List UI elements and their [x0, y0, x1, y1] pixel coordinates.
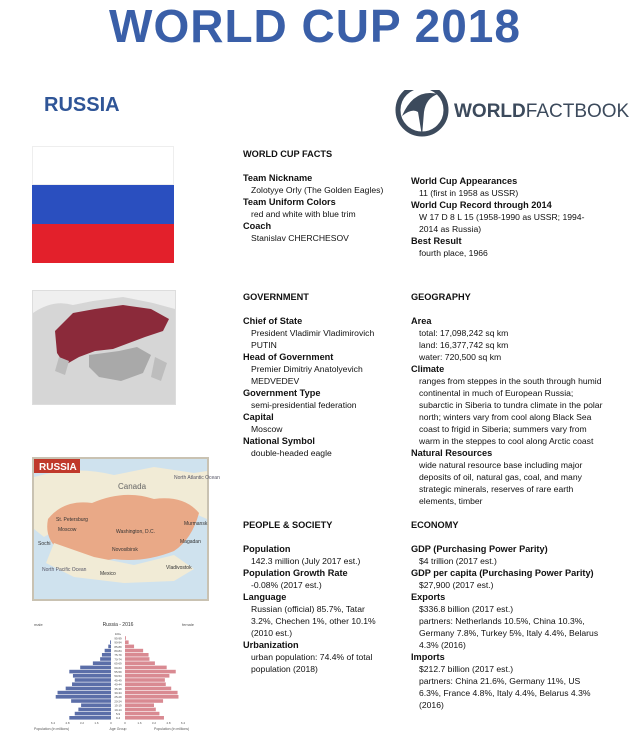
chief-of-state-label: Chief of State [243, 316, 303, 326]
pyramid-female-bar [125, 653, 149, 657]
resources-line: deposits of oil, natural gas, coal, and many [419, 472, 582, 482]
pyramid-female-bar [125, 649, 143, 653]
section-government: GOVERNMENT [243, 292, 309, 302]
pyramid-male-bar [81, 703, 111, 707]
pyramid-male-label: male [34, 622, 43, 627]
russia-region-map [32, 457, 220, 601]
pyramid-age-label: 55-59 [114, 670, 122, 674]
pyramid-female-bar [125, 687, 171, 691]
pyramid-male-bar [56, 695, 111, 699]
coach-value: Stanislav CHERCHESOV [251, 233, 349, 243]
pyramid-male-bar [80, 666, 111, 670]
best-result-value: fourth place, 1966 [419, 248, 488, 258]
pyramid-male-bar [69, 716, 111, 720]
pyramid-tick-right: 1.6 [137, 721, 142, 726]
imports-partners-line: (2016) [419, 700, 444, 710]
world-factbook-wordmark: WORLDFACTBOOK [454, 101, 630, 122]
map-place: Magadan [180, 539, 201, 545]
pyramid-age-label: 45-49 [114, 678, 122, 683]
section-people-society: PEOPLE & SOCIETY [243, 520, 333, 530]
pyramid-female-bar [125, 716, 164, 720]
pyramid-tick-left: 3.2 [79, 721, 85, 726]
language-label: Language [243, 592, 287, 602]
resources-line: elements, timber [419, 496, 483, 506]
geography-block [411, 315, 626, 507]
pyramid-age-label: 90-94 [114, 640, 122, 645]
nickname-label: Team Nickname [243, 173, 313, 183]
government-block [243, 315, 408, 459]
map-place: Mexico [100, 571, 116, 577]
section-economy: ECONOMY [411, 520, 459, 530]
flag-stripe-white [32, 146, 174, 185]
climate-line: warm in the steppes to cool along Arctic coast [419, 436, 594, 446]
resources-line: strategic minerals, reserves of rare earth [419, 484, 574, 494]
pyramid-male-bar [58, 691, 111, 695]
pyramid-age-label: 40-44 [114, 682, 122, 687]
pyramid-female-bar [125, 666, 167, 670]
pyramid-male-bar [78, 708, 111, 712]
pyramid-female-bar [125, 640, 129, 644]
pyramid-age-label: 65-69 [114, 661, 122, 666]
climate-line: subarctic in Siberia to tundra climate in the polar [419, 400, 603, 410]
urbanization-line: population (2018) [251, 664, 318, 674]
map-place: Sochi [38, 541, 51, 547]
pyramid-female-bar [125, 703, 154, 707]
national-symbol-value: double-headed eagle [251, 448, 332, 458]
world-cup-facts-right [411, 175, 611, 259]
pyramid-age-label: 35-39 [114, 686, 122, 691]
coach-label: Coach [243, 221, 272, 231]
national-symbol-label: National Symbol [243, 436, 315, 446]
area-water: water: 720,500 sq km [419, 352, 502, 362]
pyramid-female-bar [125, 699, 163, 703]
imports-value: $212.7 billion (2017 est.) [419, 664, 514, 674]
map-place: Vladivostok [166, 565, 192, 571]
russia-locator-map [32, 290, 176, 405]
area-land: land: 16,377,742 sq km [419, 340, 509, 350]
pyramid-female-bar [125, 691, 178, 695]
exports-partners-line: 4.3% (2016) [419, 640, 466, 650]
pyramid-female-label: female [182, 622, 195, 627]
pyramid-female-bar [125, 712, 159, 716]
pyramid-male-bar [73, 674, 111, 678]
climate-line: coast to frigid in Siberia; summers vary from [419, 424, 587, 434]
pyramid-age-label: 0-4 [115, 716, 121, 721]
section-geography: GEOGRAPHY [411, 292, 471, 302]
language-line: (2010 est.) [251, 628, 293, 638]
map-place: North Atlantic Ocean [174, 475, 220, 481]
title-reflection [0, 40, 630, 54]
pyramid-tick-right: 0 [124, 721, 126, 726]
pyramid-x-mid-label: Age Group [109, 727, 127, 731]
pyramid-female-bar [125, 678, 165, 682]
government-type-label: Government Type [243, 388, 321, 398]
exports-value: $336.8 billion (2017 est.) [419, 604, 514, 614]
head-of-government-value-1: Premier Dimitriy Anatolyevich [251, 364, 363, 374]
chief-of-state-value-2: PUTIN [251, 340, 277, 350]
pyramid-tick-right: 3.2 [151, 721, 157, 726]
pyramid-male-bar [75, 712, 111, 716]
pyramid-male-bar [100, 657, 111, 661]
appearances-label: World Cup Appearances [411, 176, 518, 186]
pyramid-female-bar [125, 674, 169, 678]
urbanization-line: urban population: 74.4% of total [251, 652, 373, 662]
appearances-value: 11 (first in 1958 as USSR) [419, 188, 519, 198]
map-place: St. Petersburg [56, 517, 88, 523]
capital-value: Moscow [251, 424, 283, 434]
pyramid-female-bar [125, 708, 156, 712]
pyramid-age-label: 75-79 [114, 653, 122, 658]
climate-line: north; winters vary from cool along Black Sea [419, 412, 592, 422]
capital-label: Capital [243, 412, 274, 422]
pyramid-male-bar [69, 670, 111, 674]
map-place: Canada [118, 482, 147, 491]
country-name: RUSSIA [44, 94, 120, 116]
pyramid-male-bar [108, 645, 111, 649]
head-of-government-value-2: MEDVEDEV [251, 376, 300, 386]
population-pyramid-chart [32, 620, 204, 732]
map-place: Washington, D.C. [116, 529, 155, 535]
pyramid-x-right-label: Population (in millions) [154, 727, 190, 731]
pyramid-male-bar [102, 653, 111, 657]
record-label: World Cup Record through 2014 [411, 200, 552, 210]
world-cup-facts-left [243, 172, 408, 244]
pyramid-age-label: 85-89 [114, 644, 122, 649]
pyramid-age-label: 50-54 [114, 674, 122, 679]
pyramid-female-bar [125, 636, 126, 640]
pyramid-tick-left: 0 [110, 721, 112, 726]
pyramid-age-label: 95-99 [114, 636, 122, 641]
imports-label: Imports [411, 652, 445, 662]
pyramid-tick-left: 6.4 [50, 721, 56, 726]
pyramid-male-bar [71, 699, 111, 703]
pyramid-age-label: 100+ [114, 632, 122, 637]
pyramid-tick-right: 6.4 [180, 721, 186, 726]
flag-stripe-blue [32, 185, 174, 224]
urbanization-label: Urbanization [243, 640, 299, 650]
exports-label: Exports [411, 592, 446, 602]
government-type-value: semi-presidential federation [251, 400, 357, 410]
resources-line: wide natural resource base including major [419, 460, 583, 470]
page-title: WORLD CUP 2018 [109, 0, 521, 52]
exports-partners-line: partners: Netherlands 10.5%, China 10.3%, [419, 616, 585, 626]
record-value-2: 2014 as Russia) [419, 224, 482, 234]
climate-label: Climate [411, 364, 445, 374]
imports-partners-line: 6.3%, France 4.8%, Italy 4.4%, Belarus 4.3% [419, 688, 591, 698]
map-russia-label: RUSSIA [39, 462, 77, 473]
imports-partners-line: partners: China 21.6%, Germany 11%, US [419, 676, 581, 686]
section-world-cup-facts: WORLD CUP FACTS [243, 149, 333, 159]
pyramid-age-label: 10-14 [114, 707, 122, 712]
pyramid-title: Russia - 2016 [102, 622, 134, 628]
pyramid-male-bar [75, 678, 111, 682]
pyramid-age-label: 70-74 [114, 657, 122, 662]
pyramid-age-label: 25-29 [114, 695, 122, 700]
best-result-label: Best Result [411, 236, 462, 246]
colors-value: red and white with blue trim [251, 209, 356, 219]
language-line: 3.2%, Chechen 1%, other 10.1% [251, 616, 376, 626]
pyramid-female-bar [125, 645, 134, 649]
colors-label: Team Uniform Colors [243, 197, 336, 207]
map-place: Novosibirsk [112, 547, 138, 553]
growth-rate-label: Population Growth Rate [243, 568, 348, 578]
gdp-per-capita-value: $27,900 (2017 est.) [419, 580, 494, 590]
population-value: 142.3 million (July 2017 est.) [251, 556, 361, 566]
russia-flag [32, 146, 174, 263]
pyramid-tick-left: 1.6 [94, 721, 99, 726]
area-label: Area [411, 316, 432, 326]
record-value-1: W 17 D 8 L 15 (1958-1990 as USSR; 1994- [419, 212, 585, 222]
economy-block [411, 543, 626, 711]
gdp-value: $4 trillion (2017 est.) [419, 556, 497, 566]
pyramid-tick-left: 4.8 [65, 721, 70, 726]
natural-resources-label: Natural Resources [411, 448, 493, 458]
pyramid-age-label: 20-24 [114, 699, 122, 704]
pyramid-tick-right: 4.8 [166, 721, 171, 726]
pyramid-x-left-label: Population (in millions) [34, 727, 70, 731]
pyramid-male-bar [110, 640, 111, 644]
pyramid-age-label: 80-84 [114, 649, 122, 653]
pyramid-female-bar [125, 670, 176, 674]
nickname-value: Zolotyye Orly (The Golden Eagles) [251, 185, 384, 195]
pyramid-female-bar [125, 695, 178, 699]
pyramid-female-bar [125, 661, 155, 665]
pyramid-male-bar [66, 687, 111, 691]
pyramid-age-label: 30-34 [114, 691, 122, 695]
map-place: Moscow [58, 527, 77, 533]
pyramid-male-bar [72, 682, 111, 686]
pyramid-female-bar [125, 682, 166, 686]
people-block [243, 543, 408, 675]
gdp-label: GDP (Purchasing Power Parity) [411, 544, 548, 554]
climate-line: continental in much of European Russia; [419, 388, 574, 398]
flag-stripe-red [32, 224, 174, 263]
pyramid-male-bar [93, 661, 111, 665]
pyramid-age-label: 5-9 [115, 712, 121, 716]
pyramid-age-label: 60-64 [114, 665, 122, 670]
head-of-government-label: Head of Government [243, 352, 334, 362]
language-line: Russian (official) 85.7%, Tatar [251, 604, 365, 614]
growth-rate-value: -0.08% (2017 est.) [251, 580, 322, 590]
exports-partners-line: Germany 7.8%, Turkey 5%, Italy 4.4%, Belarus [419, 628, 599, 638]
area-total: total: 17,098,242 sq km [419, 328, 509, 338]
gdp-per-capita-label: GDP per capita (Purchasing Power Parity) [411, 568, 594, 578]
climate-line: ranges from steppes in the south through humid [419, 376, 602, 386]
pyramid-female-bar [125, 657, 149, 661]
population-label: Population [243, 544, 291, 554]
chief-of-state-value-1: President Vladimir Vladimirovich [251, 328, 375, 338]
map-place: Murmansk [184, 521, 208, 527]
pyramid-age-label: 15-19 [114, 703, 122, 708]
map-place: North Pacific Ocean [42, 567, 87, 573]
pyramid-male-bar [105, 649, 111, 653]
